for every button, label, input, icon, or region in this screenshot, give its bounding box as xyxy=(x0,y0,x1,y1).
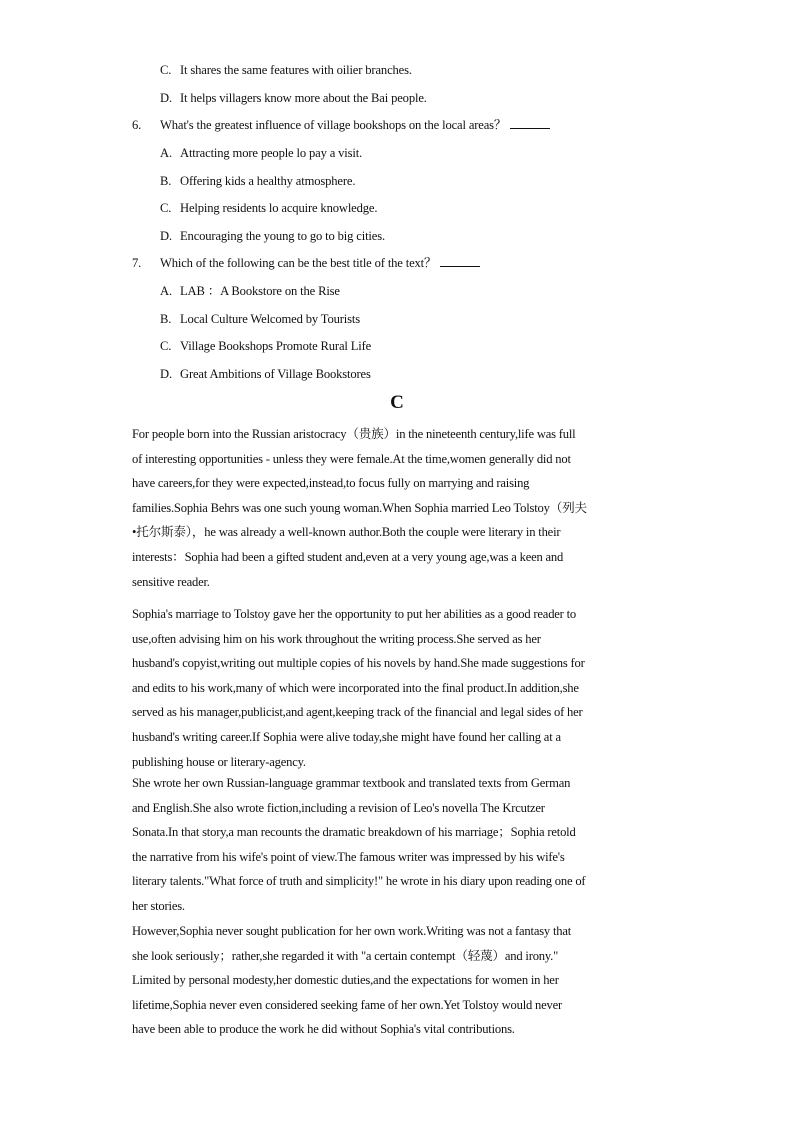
passage-line: husband's copyist,writing out multiple copies of his novels by hand.She made suggestions for xyxy=(132,656,585,671)
option-text: Local Culture Welcomed by Tourists xyxy=(180,312,361,326)
option-7b xyxy=(160,310,360,328)
option-text: Great Ambitions of Village Bookstores xyxy=(180,367,371,381)
option-6d xyxy=(160,227,385,245)
option-text: LAB ：A Bookstore on the Rise xyxy=(180,284,340,298)
passage-line: Sophia's marriage to Tolstoy gave her the opportunity to put her abilities as a good reader to xyxy=(132,607,577,621)
passage-line: have careers,for they were expected,instead,to focus fully on marrying and raising xyxy=(132,476,530,491)
passage-line: For people born into the Russian aristocracy（贵族）in the nineteenth century,life was full xyxy=(132,427,576,441)
option-letter: A. xyxy=(160,146,172,160)
option-5d xyxy=(160,89,427,107)
option-7c xyxy=(160,337,371,355)
question-7 xyxy=(132,254,480,272)
passage-line: and English.She also wrote fiction,including a revision of Leo's novella The Krcutzer xyxy=(132,800,545,815)
option-letter: B. xyxy=(160,312,172,326)
option-letter: D. xyxy=(160,229,172,243)
option-text: It shares the same features with oilier branches. xyxy=(180,63,412,77)
option-7d xyxy=(160,365,371,383)
passage-line: interests：Sophia had been a gifted student and,even at a very young age,was a keen and xyxy=(132,549,564,564)
answer-blank xyxy=(440,254,480,267)
passage-line: she look seriously；rather,she regarded it with "a certain contempt（轻蔑）and irony." xyxy=(132,948,559,963)
option-text: Offering kids a healthy atmosphere. xyxy=(180,174,356,188)
passage-paragraph-3 xyxy=(132,771,672,919)
option-letter: D. xyxy=(160,91,172,105)
passage-line: sensitive reader. xyxy=(132,574,210,589)
passage-line: Limited by personal modesty,her domestic duties,and the expectations for women in her xyxy=(132,973,559,988)
option-text: Helping residents lo acquire knowledge. xyxy=(180,201,378,215)
passage-line: publishing house or literary-agency. xyxy=(132,754,306,769)
question-number: 6. xyxy=(132,118,142,132)
option-letter: A. xyxy=(160,284,172,298)
option-letter: C. xyxy=(160,201,172,215)
option-7a xyxy=(160,282,340,300)
option-5c xyxy=(160,61,412,79)
passage-line: literary talents."What force of truth and simplicity!" he wrote in his diary upon reading one of xyxy=(132,874,586,889)
passage-line: of interesting opportunities - unless they were female.At the time,women generally did not xyxy=(132,451,571,466)
passage-line: lifetime,Sophia never even considered seeking fame of her own.Yet Tolstoy would never xyxy=(132,997,563,1012)
passage-line: have been able to produce the work he did without Sophia's vital contributions. xyxy=(132,1022,515,1037)
option-letter: D. xyxy=(160,367,172,381)
option-6b xyxy=(160,172,355,190)
passage-line: her stories. xyxy=(132,898,185,913)
answer-blank xyxy=(510,116,550,129)
option-6a xyxy=(160,144,362,162)
passage-line: and edits to his work,many of which were incorporated into the final product.In addition,she xyxy=(132,680,579,695)
option-text: Encouraging the young to go to big cities. xyxy=(180,229,385,243)
question-6 xyxy=(132,116,550,134)
passage-paragraph-2 xyxy=(132,602,672,774)
passage-line: served as his manager,publicist,and agent,keeping track of the financial and legal sides of her xyxy=(132,705,583,720)
passage-paragraph-4 xyxy=(132,919,672,1042)
question-stem: What's the greatest influence of village bookshops on the local areas？ xyxy=(160,118,507,132)
option-text: Attracting more people lo pay a visit. xyxy=(180,146,363,160)
option-letter: C. xyxy=(160,63,172,77)
option-text: Village Bookshops Promote Rural Life xyxy=(180,339,372,353)
passage-line: families.Sophia Behrs was one such young woman.When Sophia married Leo Tolstoy（列夫 xyxy=(132,500,587,515)
question-number: 7. xyxy=(132,256,142,270)
passage-line: She wrote her own Russian-language grammar textbook and translated texts from German xyxy=(132,776,571,790)
passage-line: husband's writing career.If Sophia were alive today,she might have found her calling at a xyxy=(132,729,561,744)
option-6c xyxy=(160,199,377,217)
option-letter: B. xyxy=(160,174,172,188)
passage-line: •托尔斯泰），he was already a well-known author.Both the couple were literary in their xyxy=(132,525,561,540)
section-title: C xyxy=(390,392,404,413)
passage-line: the narrative from his wife's point of view.The famous writer was impressed by his wife's xyxy=(132,849,565,864)
passage-line: However,Sophia never sought publication for her own work.Writing was not a fantasy that xyxy=(132,924,572,938)
passage-line: Sonata.In that story,a man recounts the dramatic breakdown of his marriage；Sophia retold xyxy=(132,825,576,840)
passage-line: use,often advising him on his work throughout the writing process.She served as her xyxy=(132,631,541,646)
option-letter: C. xyxy=(160,339,172,353)
option-text: It helps villagers know more about the Bai people. xyxy=(180,91,427,105)
passage-paragraph-1 xyxy=(132,422,672,594)
question-stem: Which of the following can be the best title of the text？ xyxy=(160,256,437,270)
